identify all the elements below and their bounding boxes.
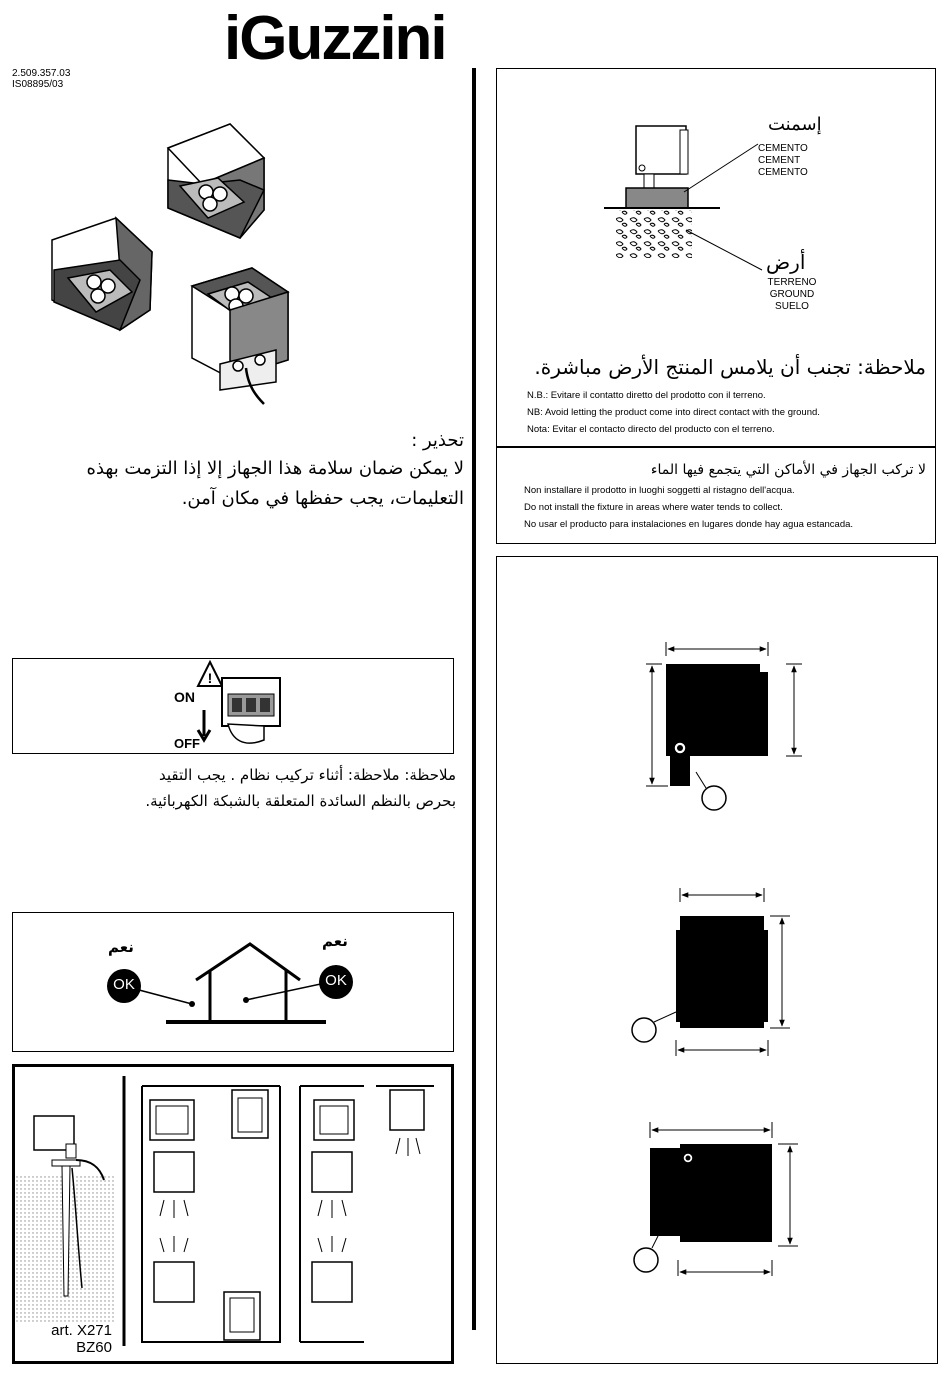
warning-line-1: لا يمكن ضمان سلامة هذا الجهاز إلا إذا التزمت بهذه [86, 458, 464, 479]
cement-label-es: CEMENTO [758, 167, 808, 178]
spike-article [40, 1322, 112, 1356]
cement-panel-divider [496, 446, 936, 448]
water-title-arabic: لا تركب الجهاز في الأماكن التي يتجمع فيها الماء [650, 462, 926, 478]
mounting-configurations [124, 1076, 452, 1348]
water-note-es: No usar el producto para instalaciones en lugares donde hay agua estancada. [524, 519, 854, 530]
switch-off-label: OFF [174, 737, 200, 751]
house-illustration [14, 914, 454, 1050]
cement-label-it: CEMENTO [758, 143, 808, 154]
product-illustration [40, 120, 310, 410]
ground-label-es: SUELO [775, 301, 809, 312]
yes-label-right: نعم [322, 932, 348, 950]
warning-line-2: التعليمات، يجب حفظها في مكان آمن. [181, 488, 464, 509]
cement-label-en: CEMENT [758, 155, 801, 166]
fixture-cube-front [192, 268, 288, 404]
column-divider [472, 68, 476, 1330]
water-note-it: Non installare il prodotto in luoghi soggetti al ristagno dell'acqua. [524, 485, 795, 496]
yes-label-left: نعم [108, 938, 134, 956]
switch-on-label: ON [174, 689, 195, 705]
cement-note-es: Nota: Evitar el contacto directo del producto con el terreno. [527, 424, 775, 435]
dimension-drawing-side [646, 642, 802, 810]
cement-note-arabic: ملاحظة: تجنب أن يلامس المنتج الأرض مباشرة. [534, 355, 926, 379]
document-id: IS08895/03 [12, 79, 64, 90]
code-number: 2.509.357.03 [12, 68, 71, 79]
fixture-cube-left [52, 218, 152, 330]
electrical-note-line-2: بحرص بالنظم السائدة المتعلقة بالشبكة الكهربائية. [145, 792, 456, 810]
cement-note-it: N.B.: Evitare il contatto diretto del prodotto con il terreno. [527, 390, 766, 401]
cement-arabic: إسمنت [768, 114, 822, 135]
ground-arabic: أرض [766, 250, 806, 274]
ground-label-it: TERRENO [767, 277, 817, 288]
dimension-drawings [500, 560, 934, 1360]
electrical-note-line-1: ملاحظة: ملاحظة: أثناء تركيب نظام . يجب التقيد [159, 766, 456, 784]
cement-note-translations [527, 387, 820, 438]
ground-labels [758, 277, 826, 313]
warning-block [20, 428, 464, 514]
water-note-translations [524, 482, 853, 533]
dimension-drawing-front [632, 888, 790, 1056]
fixture-cube-top [168, 124, 264, 238]
ok-label-right: OK [325, 972, 347, 989]
ok-label-left: OK [113, 976, 135, 993]
svg-text:!: ! [207, 670, 213, 686]
cement-labels [758, 143, 808, 179]
spike-article-code: BZ60 [76, 1339, 112, 1356]
cement-note-en: NB: Avoid letting the product come into direct contact with the ground. [527, 407, 820, 418]
water-note-en: Do not install the fixture in areas where water tends to collect. [524, 502, 783, 513]
dimension-drawing-top [634, 1122, 798, 1276]
warning-title: تحذير : [411, 430, 464, 451]
ground-spike-illustration [16, 1068, 116, 1324]
brand-logo: iGuzzini [224, 4, 446, 73]
document-codes [12, 68, 70, 90]
spike-article-number: art. X271 [51, 1322, 112, 1339]
electrical-note [20, 762, 456, 814]
ground-label-en: GROUND [769, 289, 815, 300]
